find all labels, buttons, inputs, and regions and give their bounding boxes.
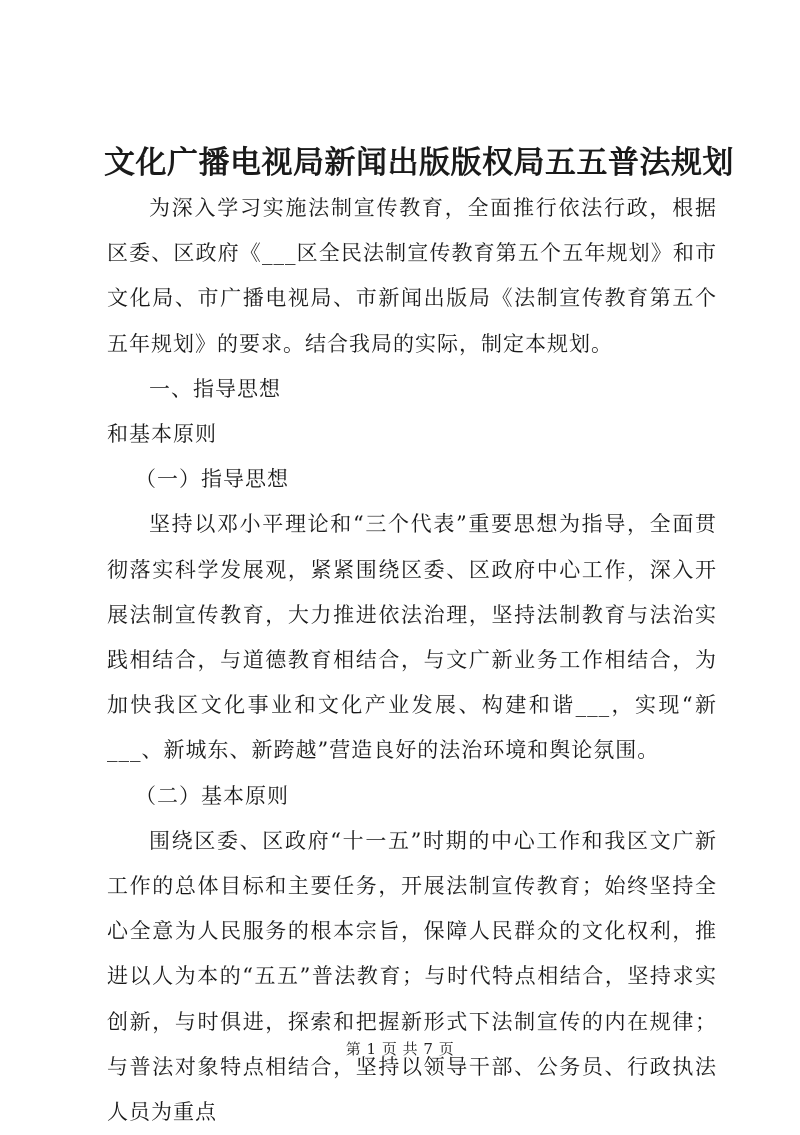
- page-footer: 第 1 页 共 7 页: [345, 1040, 455, 1058]
- guiding-paragraph: 坚持以邓小平理论和“三个代表”重要思想为指导，全面贯彻落实科学发展观，紧紧围绕区委、区政府中心工作，深入开展法制宣传教育，大力推进依法治理，坚持法制教育与法治实践相结合，与道德教育相结合，与文广新业务工作相结合，为加快我区文化事业和文化产业发展、构建和谐___，实现“新___、新城东、新跨越”营造良好的法治环境和舆论氛围。: [107, 512, 717, 763]
- section-heading-continued: 和基本原则: [107, 422, 217, 447]
- subsection-heading-principles: （二）基本原则: [135, 783, 289, 808]
- principles-paragraph: 围绕区委、区政府“十一五”时期的中心工作和我区文广新工作的总体目标和主要任务，开展法制宣传教育；始终坚持全心全意为人民服务的根本宗旨，保障人民群众的文化权利，推进以人为本的“五五”普法教育；与时代特点相结合，坚持求实创新，与时俱进，探索和把握新形式下法制宣传的内在规律；与普法对象特点相结合，坚持以领导干部、公务员、行政执法人员为重点: [107, 828, 717, 1125]
- document-title: 文化广播电视局新闻出版版权局五五普法规划: [104, 145, 734, 181]
- document-body: [107, 186, 717, 1135]
- subsection-heading-guiding: （一）指导思想: [135, 467, 289, 492]
- section-heading: 一、指导思想: [149, 376, 281, 401]
- intro-paragraph: 为深入学习实施法制宣传教育，全面推行依法行政，根据区委、区政府《___区全民法制宣传教育第五个五年规划》和市文化局、市广播电视局、市新闻出版局《法制宣传教育第五个五年规划》的要求。结合我局的实际，制定本规划。: [107, 196, 717, 356]
